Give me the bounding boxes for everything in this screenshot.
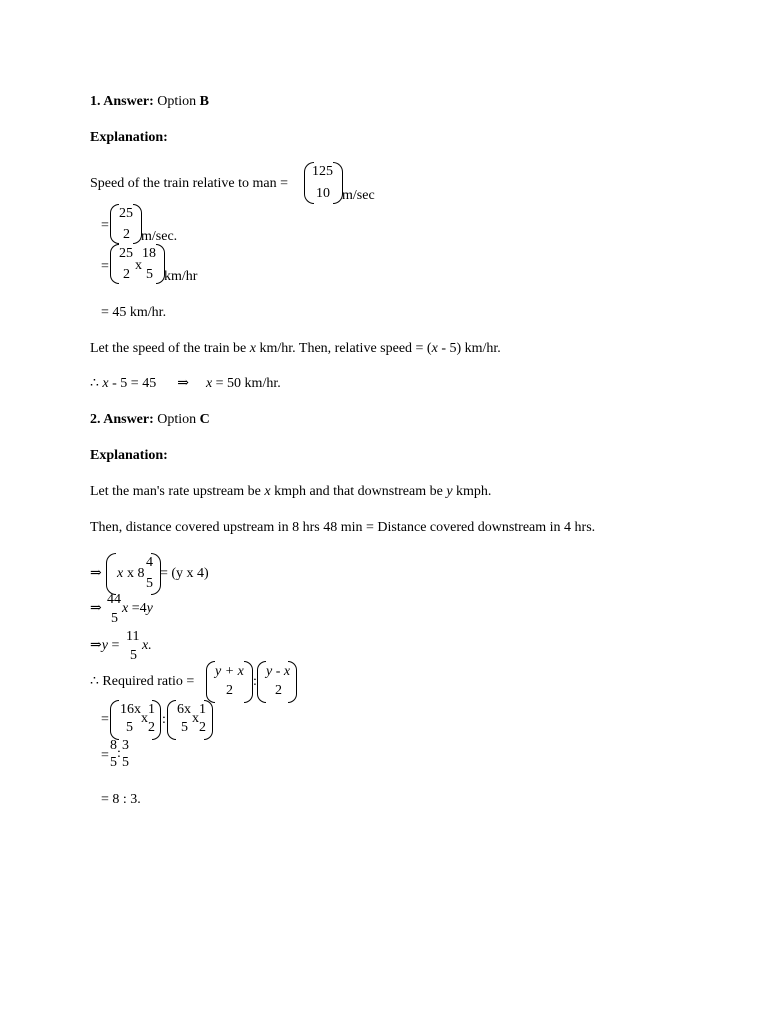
q1-eq2: = <box>101 218 109 233</box>
q2-l6-num2: y - x <box>266 664 291 679</box>
q2-l7-d2b: 2 <box>199 720 206 735</box>
q1-times: x <box>135 258 142 273</box>
q1-answer-line <box>90 94 209 110</box>
q1-let-speed-line <box>90 341 501 357</box>
left-paren <box>206 661 215 703</box>
var-y: y <box>146 601 153 616</box>
q2-final-ratio: = 8 : 3. <box>101 792 141 807</box>
q2-l7-d1: 5 <box>126 720 133 735</box>
var-y: y <box>446 484 453 499</box>
q1-therefore-line <box>90 376 281 392</box>
var-x: x <box>117 566 124 581</box>
var-x: x <box>102 376 109 391</box>
q2-distance-line: Then, distance covered upstream in 8 hrs 48 min = Distance covered downstream in 4 hrs. <box>90 520 596 535</box>
var-x: x <box>431 341 438 356</box>
q1-frac3a-den: 2 <box>123 267 130 282</box>
q2-l7-d2: 5 <box>181 720 188 735</box>
q1-eq3: = <box>101 259 109 274</box>
q1-l5-b: km/hr. Then, relative speed = ( <box>259 341 432 356</box>
q2-l7-n1-text: 16x <box>120 702 141 717</box>
q2-l3-frac-num: 4 <box>146 555 153 570</box>
implies-icon: ⇒ <box>177 376 189 391</box>
q1-frac-den: 10 <box>316 186 330 201</box>
q1-l5-a: Let the speed of the train be <box>90 341 247 356</box>
implies-icon: ⇒ <box>90 566 102 581</box>
q2-l6-colon: : <box>253 674 257 689</box>
q2-l8-n2: 3 <box>122 738 129 753</box>
q2-l1-a: Let the man's rate upstream be <box>90 484 261 499</box>
q1-frac3b-den: 5 <box>146 267 153 282</box>
q1-frac3a-num: 25 <box>119 246 133 261</box>
q2-l7-x2: x <box>192 711 199 726</box>
q1-frac3b-num: 18 <box>142 246 156 261</box>
q2-l5-num: 11 <box>126 629 140 644</box>
q1-l6-c: = 50 km/hr. <box>215 376 281 391</box>
q2-l1-b: kmph and that downstream be <box>274 484 443 499</box>
q2-l3-frac-den: 5 <box>146 576 153 591</box>
q2-l7-n2: 6x <box>177 702 191 717</box>
q2-l7-n1 <box>120 702 141 718</box>
implies-icon: ⇒ <box>90 638 102 653</box>
implies-icon: ⇒ <box>90 601 102 616</box>
q1-unit-msec2: m/sec. <box>141 229 178 244</box>
q2-l7-n1b: 1 <box>148 702 155 717</box>
var-x: x. <box>142 638 152 653</box>
right-paren <box>288 661 297 703</box>
q1-unit-msec: m/sec <box>342 188 375 203</box>
q2-answer-label: 2. Answer: <box>90 412 154 427</box>
q1-speed-text: Speed of the train relative to man = <box>90 176 288 191</box>
var-x: x <box>122 601 129 616</box>
var-x: x <box>264 484 271 499</box>
q2-l8-n1: 8 <box>110 738 117 753</box>
var-x: x <box>205 376 213 391</box>
q1-l5-c: - 5) km/hr. <box>441 341 501 356</box>
q2-answer-line <box>90 412 210 428</box>
q2-l8-d1: 5 <box>110 755 117 770</box>
q2-l4-den: 5 <box>111 611 118 626</box>
q1-frac2-num: 25 <box>119 206 133 221</box>
q2-l5-den: 5 <box>130 648 137 663</box>
q2-let-rate-line <box>90 484 491 500</box>
q2-l6-den1: 2 <box>226 683 233 698</box>
q2-l7-eq: = <box>101 712 109 727</box>
q2-l7-d1b: 2 <box>148 720 155 735</box>
right-paren <box>204 700 213 740</box>
therefore-symbol: ∴ <box>90 376 99 391</box>
left-paren <box>110 244 119 284</box>
q1-unit-kmhr: km/hr <box>164 269 198 284</box>
left-paren <box>110 700 119 740</box>
q1-option-word: Option <box>157 94 197 109</box>
q2-option-letter: C <box>199 412 210 427</box>
q1-l6-b: - 5 = 45 <box>112 376 157 391</box>
left-paren <box>110 204 119 244</box>
q2-l3-rhs: = (y x 4) <box>160 566 209 581</box>
q2-option-word: Option <box>157 412 197 427</box>
q1-explanation-label: Explanation: <box>90 130 168 145</box>
left-paren <box>257 661 266 703</box>
q2-l3-mid: x 8 <box>127 566 145 581</box>
q1-result-45: = 45 km/hr. <box>101 305 167 320</box>
q2-explanation-label: Explanation: <box>90 448 168 463</box>
left-paren <box>106 553 116 595</box>
q1-frac2-den: 2 <box>123 227 130 242</box>
q2-l7-colon: : <box>162 712 166 727</box>
q1-option-letter: B <box>199 94 210 109</box>
q2-l5-eq: = <box>111 638 120 653</box>
q2-l4-rest <box>122 601 153 617</box>
right-paren <box>244 661 253 703</box>
q2-required-ratio: ∴ Required ratio = <box>90 674 195 689</box>
q1-answer-label: 1. Answer: <box>90 94 154 109</box>
q2-l4-num: 44 <box>107 592 121 607</box>
var-x: x <box>249 341 256 356</box>
var-y: y <box>101 638 108 653</box>
q2-l8-eq: = <box>101 748 109 763</box>
q2-l8-d2: 5 <box>122 755 129 770</box>
q2-l1-c: kmph. <box>456 484 492 499</box>
right-paren <box>152 700 161 740</box>
q2-l7-n2b: 1 <box>199 702 206 717</box>
q2-l7-x1: x <box>141 711 148 726</box>
q2-l6-num1: y + x <box>215 664 244 679</box>
q2-l5-lhs <box>90 638 119 654</box>
q2-l6-den2: 2 <box>275 683 282 698</box>
left-paren <box>167 700 176 740</box>
q1-frac-num: 125 <box>312 164 333 179</box>
q2-l4-eq: =4 <box>131 601 147 616</box>
q2-l8-colon: : <box>117 746 121 761</box>
